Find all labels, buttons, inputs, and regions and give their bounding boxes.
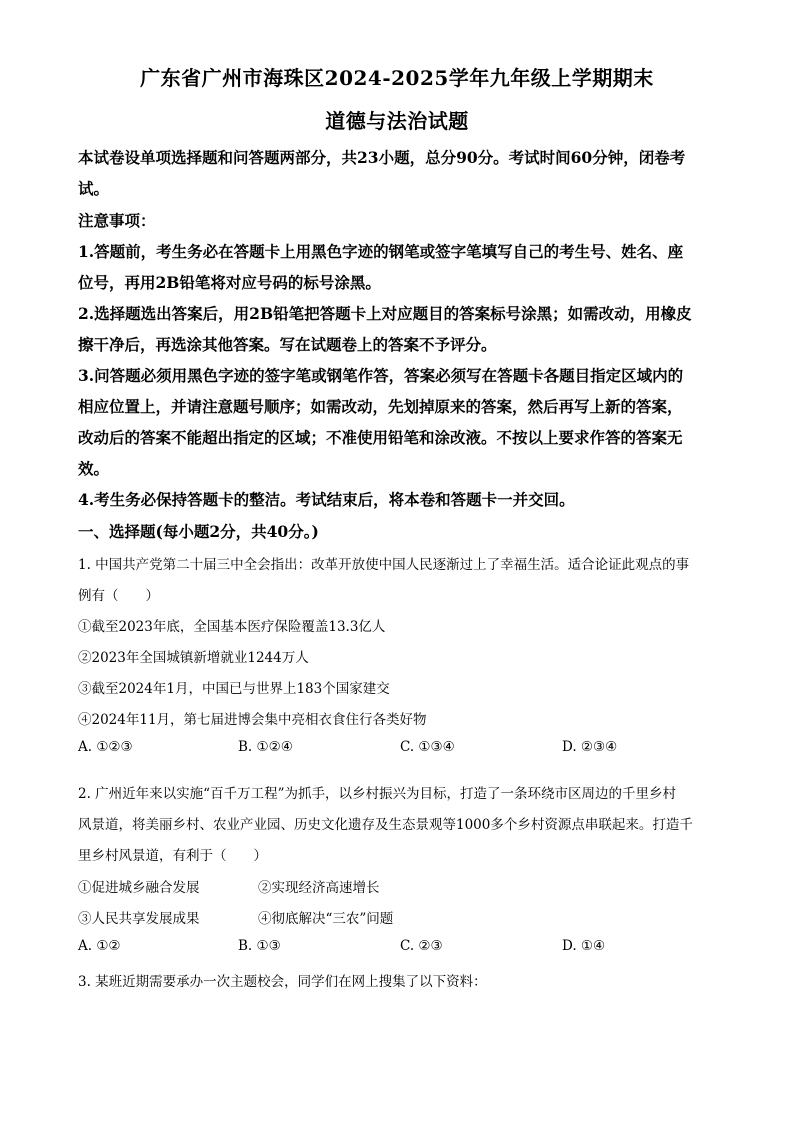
notes-heading: 注意事项： bbox=[78, 211, 156, 230]
q2-stem-line-3: 里乡村风景道，有利于（ ） bbox=[78, 848, 267, 864]
intro-line-1: 本试卷设单项选择题和问答题两部分，共23小题，总分90分。考试时间60分钟，闭卷考 bbox=[78, 148, 686, 167]
q2-item-3: ③人民共享发展成果 bbox=[78, 911, 200, 927]
intro-line-2: 试。 bbox=[78, 179, 110, 198]
q3-stem-line-1: 3. 某班近期需要承办一次主题校会，同学们在网上搜集了以下资料： bbox=[78, 974, 487, 990]
note-2-line-1: 2.选择题选出答案后，用2B铅笔把答题卡上对应题目的答案标号涂黑；如需改动，用橡皮 bbox=[78, 304, 692, 323]
section-1-heading: 一、选择题(每小题2分，共40分。) bbox=[78, 522, 319, 541]
note-3-line-2: 相应位置上，并请注意题号顺序；如需改动，先划掉原来的答案，然后再写上新的答案， bbox=[78, 397, 683, 416]
exam-subtitle: 道德与法治试题 bbox=[325, 109, 469, 133]
exam-title: 广东省广州市海珠区2024-2025学年九年级上学期期末 bbox=[140, 66, 654, 90]
q1-option-c: C. ①③④ bbox=[400, 739, 455, 755]
note-3-line-4: 效。 bbox=[78, 459, 110, 478]
note-1-line-2: 位号，再用2B铅笔将对应号码的标号涂黑。 bbox=[78, 273, 381, 292]
q1-item-1: ①截至2023年底，全国基本医疗保险覆盖13.3亿人 bbox=[78, 619, 386, 635]
note-4: 4.考生务必保持答题卡的整洁。考试结束后，将本卷和答题卡一并交回。 bbox=[78, 490, 575, 509]
q1-option-a: A. ①②③ bbox=[78, 739, 133, 755]
q2-stem-line-2: 风景道，将美丽乡村、农业产业园、历史文化遗存及生态景观等1000多个乡村资源点串联起来。打造千 bbox=[78, 817, 693, 833]
note-3-line-3: 改动后的答案不能超出指定的区域；不准使用铅笔和涂改液。不按以上要求作答的答案无 bbox=[78, 428, 683, 447]
q2-option-a: A. ①② bbox=[78, 938, 121, 954]
q2-option-b: B. ①③ bbox=[238, 938, 281, 954]
q2-item-2: ②实现经济高速增长 bbox=[258, 880, 380, 896]
q1-stem-line-1: 1. 中国共产党第二十届三中全会指出：改革开放使中国人民逐渐过上了幸福生活。适合论证此观点的事 bbox=[78, 557, 690, 573]
q1-item-3: ③截至2024年1月，中国已与世界上183个国家建交 bbox=[78, 681, 390, 697]
q1-option-d: D. ②③④ bbox=[562, 739, 618, 755]
q2-item-1: ①促进城乡融合发展 bbox=[78, 880, 200, 896]
q1-stem-line-2: 例有（ ） bbox=[78, 588, 159, 604]
q2-item-4: ④彻底解决“三农”问题 bbox=[258, 911, 394, 927]
q2-option-c: C. ②③ bbox=[400, 938, 443, 954]
q1-item-2: ②2023年全国城镇新增就业1244万人 bbox=[78, 650, 309, 666]
q1-option-b: B. ①②④ bbox=[238, 739, 293, 755]
q2-stem-line-1: 2. 广州近年来以实施“百千万工程”为抓手，以乡村振兴为目标，打造了一条环绕市区周边的千里乡村 bbox=[78, 786, 676, 802]
note-1-line-1: 1.答题前，考生务必在答题卡上用黑色字迹的钢笔或签字笔填写自己的考生号、姓名、座 bbox=[78, 242, 684, 261]
q2-option-d: D. ①④ bbox=[562, 938, 606, 954]
note-3-line-1: 3.问答题必须用黑色字迹的签字笔或钢笔作答，答案必须写在答题卡各题目指定区域内的 bbox=[78, 366, 684, 385]
q1-item-4: ④2024年11月，第七届进博会集中亮相衣食住行各类好物 bbox=[78, 712, 427, 728]
note-2-line-2: 擦干净后，再选涂其他答案。写在试题卷上的答案不予评分。 bbox=[78, 335, 497, 354]
